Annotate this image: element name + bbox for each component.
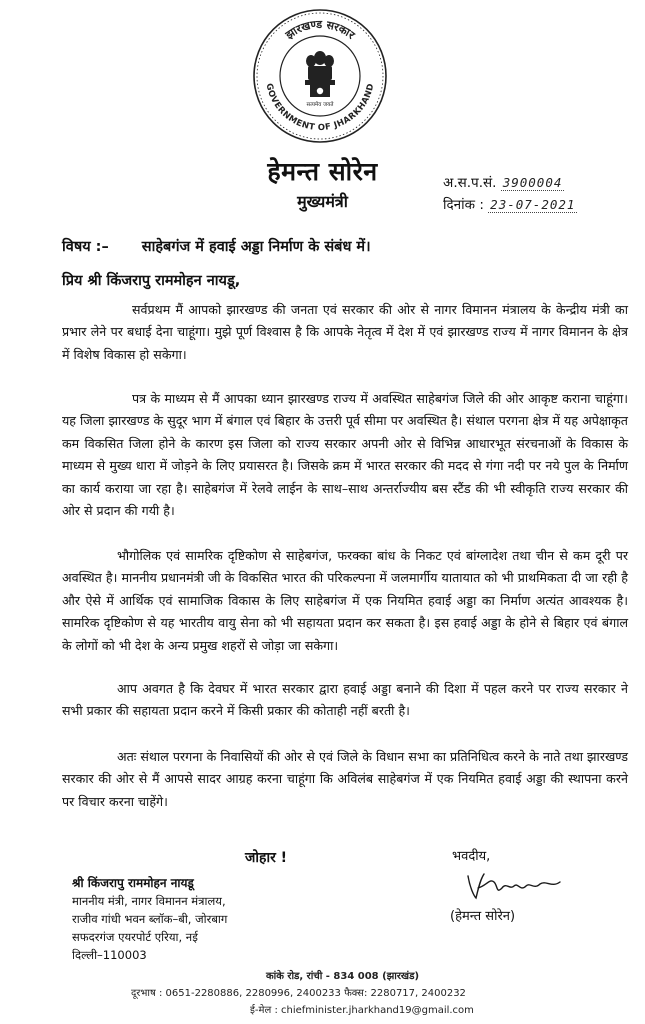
reference-number-value: 3900004 (502, 175, 563, 190)
reference-number-row (443, 172, 577, 194)
seal-bottom-text: GOVERNMENT OF JHARKHAND (263, 82, 377, 134)
addressee-name: श्री किंजरापु राममोहन नायडू (72, 876, 194, 890)
seal-emblem-icon (250, 6, 390, 146)
signer-name: (हेमन्त सोरेन) (450, 909, 516, 924)
handwritten-signature (460, 868, 580, 904)
subject-label: विषय :– (62, 239, 109, 255)
footer-address: कांके रोड, रांची - 834 008 (झारखंड) (265, 971, 420, 982)
body-paragraph-1: सर्वप्रथम मैं आपको झारखण्ड की जनता एवं सरकार की ओर से नागर विमानन मंत्रालय के केन्द्रीय मंत्री का प्रभार लेने पर बधाई देना चाहूंगा। मुझे पूर्ण विश्वास है कि आपके नेतृत्व में देश में एवं झारखण्ड राज्य में नागर विमानन के क्षेत्र में विशेष विकास हो सकेगा। (62, 302, 628, 362)
addressee-line-2: राजीव गांधी भवन ब्लॉक–बी, जोरबाग (72, 912, 228, 926)
date-label: दिनांक (443, 197, 476, 213)
addressee-line-1: माननीय मंत्री, नागर विमानन मंत्रालय, (72, 894, 226, 908)
reference-block (443, 172, 577, 216)
closing-greeting: जोहार ! (245, 850, 288, 866)
addressee-line-3: सफदरगंज एयरपोर्ट एरिया, नई (72, 930, 198, 944)
body-paragraph-4: आप अवगत है कि देवघर में भारत सरकार द्वारा हवाई अड्डा बनाने की दिशा में पहल करने पर राज्य सरकार ने सभी प्रकार की सहायता प्रदान करने में किसी प्रकार की कोताही नहीं बरती है। (62, 681, 628, 719)
salutation: प्रिय श्री किंजरापु राममोहन नायडू, (62, 273, 241, 289)
seal-motto: सत्यमेव जयते (306, 102, 334, 108)
reference-number-label: अ.स.प.सं. (443, 175, 497, 191)
footer-email: ई-मेल : chiefminister.jharkhand19@gmail.com (250, 1005, 474, 1016)
body-paragraph-2: पत्र के माध्यम से मैं आपका ध्यान झारखण्ड राज्य में अवस्थित साहेबगंज जिले की ओर आकृष्ट कराना चाहूंगा। यह जिला झारखण्ड के सुदूर भाग में बंगाल एवं बिहार के उत्तरी पूर्व सीमा पर अवस्थित है। संथाल परगना क्षेत्र में यह अपेक्षाकृत कम विकसित जिला होने के कारण इस जिला को राज्य सरकार अपनी ओर से विभिन्न आधारभूत संरचनाओं के विकास के माध्यम से मुख्य धारा में जोड़ने के लिए प्रयासरत है। जिसके क्रम में भारत सरकार की मदद से गंगा नदी पर नये पुल के निर्माण का कार्य कराया जा रहा है। साहेबगंज में रेलवे लाईन के साथ–साथ अन्तर्राज्यीय बस स्टैंड की भी स्वीकृति राज्य सरकार की ओर से प्रदान की गयी है। (62, 391, 628, 519)
chief-minister-designation: मुख्यमंत्री (297, 192, 348, 211)
footer-phone: दूरभाष : 0651-2280886, 2280996, 2400233 फैक्स: 2280717, 2400232 (131, 988, 466, 999)
seal-top-text: झारखण्ड सरकार (283, 17, 358, 42)
chief-minister-name: हेमन्त सोरेन (267, 157, 378, 186)
body-paragraph-5: अतः संथाल परगना के निवासियों की ओर से एवं जिले के विधान सभा का प्रतिनिधित्व करने के नाते तथा झारखण्ड सरकार की ओर से मैं आपसे सादर आग्रह करना चाहूंगा कि अविलंब साहेबगंज में एक नियमित हवाई अड्डा की स्थापना करने पर विचार करना चाहेंगे। (62, 749, 628, 809)
yours-sincerely: भवदीय, (452, 849, 491, 864)
addressee-block (72, 874, 227, 964)
body-paragraph-3: भौगोलिक एवं सामरिक दृष्टिकोण से साहेबगंज, फरक्का बांध के निकट एवं बांग्लादेश तथा चीन से कम दूरी पर अवस्थित है। माननीय प्रधानमंत्री जी के विकसित भारत की परिकल्पना में जलमार्गीय यातायात को भी प्राथमिकता दी जा रही है और ऐसे में आर्थिक एवं सामाजिक विकास के लिए साहेबगंज में एक नियमित हवाई अड्डा का निर्माण अत्यंत आवश्यक है। सामरिक दृष्टिकोण से यह भारतीय वायु सेना को भी सहायता प्रदान कर सकता है। इस हवाई अड्डा के होने से बिहार एवं बंगाल के लोगों को भी देश के अन्य प्रमुख शहरों से जोड़ा जा सकेगा। (62, 548, 628, 653)
addressee-line-4: दिल्ली–110003 (72, 948, 147, 962)
date-value: 23-07-2021 (490, 197, 576, 212)
subject-text: साहेबगंज में हवाई अड्डा निर्माण के संबंध में। (141, 239, 371, 255)
subject-line (62, 236, 371, 256)
date-row: दिनांक : 23-07-2021 (443, 197, 576, 213)
letter-footer (0, 968, 645, 1019)
government-seal (250, 6, 390, 146)
